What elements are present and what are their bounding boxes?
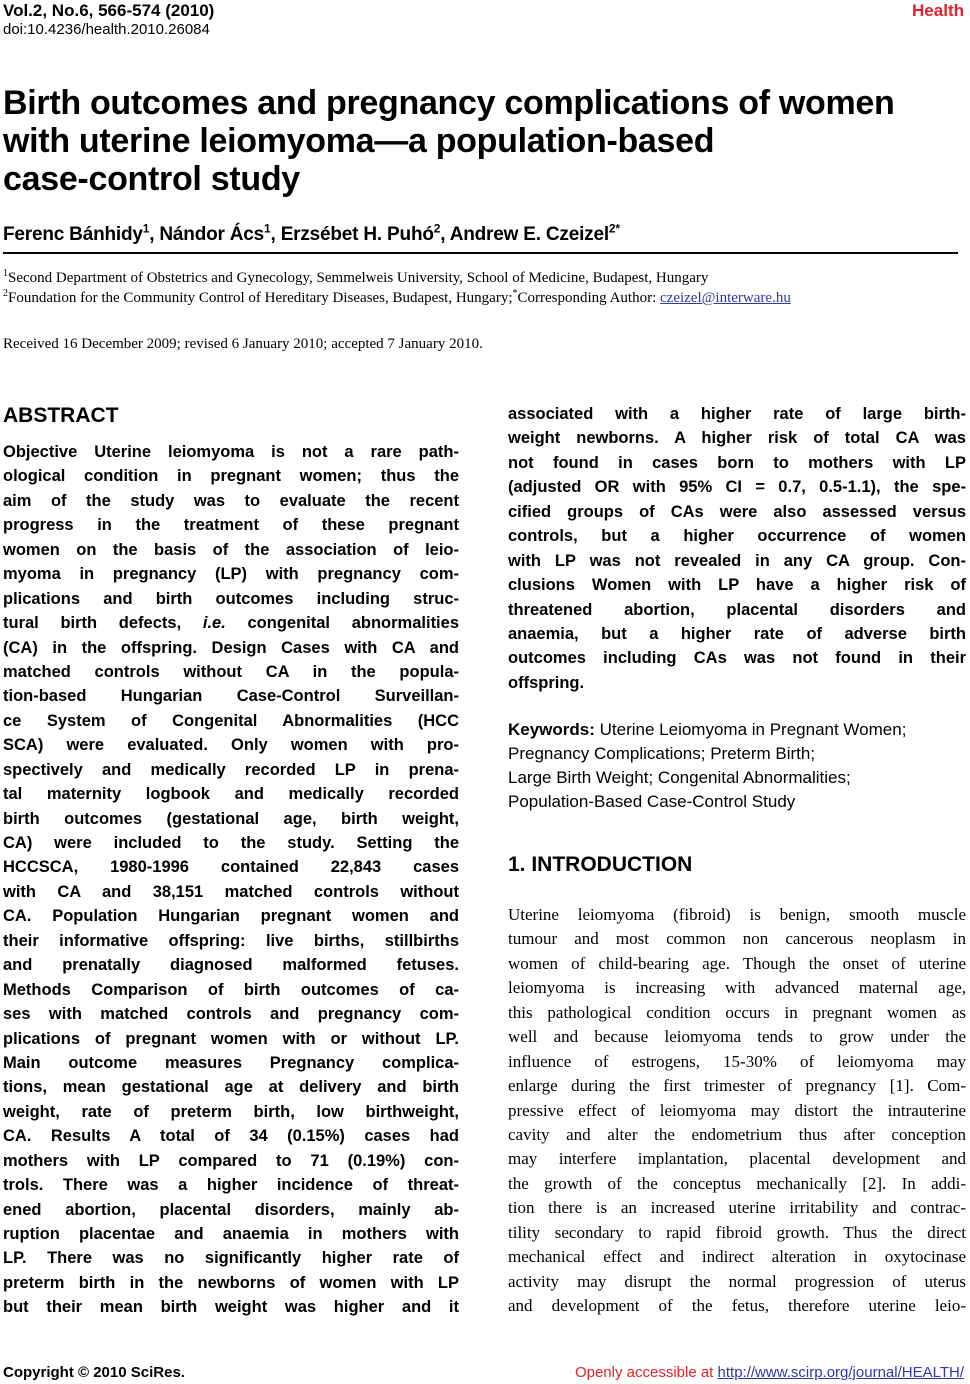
abstract-line: clusions Women with LP have a higher risk of bbox=[508, 576, 966, 595]
abstract-line: tal maternity logbook and medically recorded bbox=[3, 785, 459, 804]
title-line: Birth outcomes and pregnancy complications of women bbox=[3, 84, 895, 122]
copyright: Copyright © 2010 SciRes. bbox=[3, 1364, 185, 1381]
body-line: this pathological condition occurs in pregnant women as bbox=[508, 1002, 966, 1022]
abstract-line: anaemia, but a higher rate of adverse birth bbox=[508, 624, 966, 643]
author-name: Nándor Ács bbox=[159, 224, 265, 245]
abstract-line: weight newborns. A higher risk of total CA was bbox=[508, 429, 966, 448]
received-dates: Received 16 December 2009; revised 6 January 2010; accepted 7 January 2010. bbox=[3, 336, 483, 352]
body-line: activity may disrupt the normal progression of uterus bbox=[508, 1271, 966, 1291]
corresponding-label: Corresponding Author: bbox=[517, 290, 660, 306]
author-name: Erzsébet H. Puhó bbox=[280, 224, 434, 245]
keywords bbox=[508, 718, 970, 814]
abstract-line: preterm birth in the newborns of women with LP bbox=[3, 1273, 459, 1292]
abstract-text: congenital abnormalities bbox=[225, 614, 459, 633]
journal-volume-info: Vol.2, No.6, 566-574 (2010) bbox=[3, 1, 215, 20]
paper-title bbox=[3, 84, 968, 198]
abstract-text: tural birth defects, bbox=[3, 614, 203, 633]
body-line: tion there is an increased uterine irritability and contrac- bbox=[508, 1198, 966, 1218]
abstract-line: LP. There was no significantly higher rate of bbox=[3, 1249, 459, 1268]
body-line: leiomyoma is increasing with advanced maternal age, bbox=[508, 978, 966, 998]
author-divider bbox=[3, 252, 958, 254]
abstract-line: plications and birth outcomes including struc- bbox=[3, 589, 459, 608]
body-line: Uterine leiomyoma (fibroid) is benign, smooth muscle bbox=[508, 905, 966, 924]
section-heading-introduction: 1. INTRODUCTION bbox=[508, 853, 693, 876]
author-separator: , bbox=[149, 224, 160, 245]
open-access-notice bbox=[575, 1363, 964, 1383]
abstract-line: with LP was not revealed in any CA group. Con- bbox=[508, 551, 966, 570]
keywords-line: Population-Based Case-Control Study bbox=[508, 792, 796, 811]
body-line: the growth of the conceptus mechanically [2]. In addi- bbox=[508, 1173, 966, 1193]
abstract-line: tions, mean gestational age at delivery and birth bbox=[3, 1078, 459, 1097]
affiliation-text: Second Department of Obstetrics and Gynecology, Semmelweis University, School of Medicine, Budapest, Hungary bbox=[8, 270, 709, 286]
keywords-line: Large Birth Weight; Congenital Abnormalities; bbox=[508, 768, 851, 787]
abstract-line: spectively and medically recorded LP in prena- bbox=[3, 760, 459, 779]
abstract-line: (CA) in the offspring. Design Cases with CA and bbox=[3, 638, 459, 657]
abstract-line: Main outcome measures Pregnancy complica- bbox=[3, 1053, 459, 1072]
author-name: Ferenc Bánhidy bbox=[3, 224, 143, 245]
abstract-line: CA) were included to the study. Setting the bbox=[3, 834, 459, 852]
author-affiliation-mark: 2* bbox=[608, 221, 620, 236]
author-affiliation-mark: 1 bbox=[142, 221, 150, 236]
abstract-line: tion-based Hungarian Case-Control Surveillan- bbox=[3, 687, 459, 706]
body-line: tumour and most common non cancerous neoplasm in bbox=[508, 929, 966, 949]
abstract-line: (adjusted OR with 95% CI = 0.7, 0.5-1.1), the spe- bbox=[508, 478, 966, 497]
author-name: Andrew E. Czeizel bbox=[449, 224, 609, 245]
abstract-line: plications of pregnant women with or without LP. bbox=[3, 1029, 459, 1048]
abstract-line bbox=[3, 611, 459, 635]
abstract-line: their informative offspring: live births, stillbirths bbox=[3, 931, 459, 950]
abstract-line: mothers with LP compared to 71 (0.19%) con- bbox=[3, 1151, 459, 1170]
email-link[interactable]: czeizel@interware.hu bbox=[660, 290, 791, 306]
abstract-line: trols. There was a higher incidence of threat- bbox=[3, 1176, 459, 1195]
affiliations bbox=[3, 268, 791, 308]
body-line: influence of estrogens, 15-30% of leiomyoma may bbox=[508, 1051, 966, 1071]
author-separator: , bbox=[270, 224, 281, 245]
abstract-line: outcomes including CAs was not found in their bbox=[508, 649, 966, 668]
affiliation-text: Foundation for the Community Control of Hereditary Diseases, Budapest, Hungary; bbox=[8, 290, 513, 306]
open-access-text: Openly accessible at bbox=[574, 1364, 718, 1381]
body-line: pressive effect of leiomyoma may distort the intrauterine bbox=[508, 1100, 966, 1120]
abstract-line: ses with matched controls and pregnancy com- bbox=[3, 1005, 459, 1024]
abstract-line: CA. Results A total of 34 (0.15%) cases had bbox=[3, 1127, 459, 1146]
abstract-line: weight, rate of preterm birth, low birthweight, bbox=[3, 1102, 459, 1121]
abstract-line: and prenatally diagnosed malformed fetuses. bbox=[3, 956, 459, 975]
abstract-line: offspring. bbox=[508, 673, 585, 692]
abstract-line: with CA and 38,151 matched controls without bbox=[3, 882, 459, 901]
keywords-label: Keywords: bbox=[508, 720, 600, 739]
introduction-body bbox=[508, 903, 966, 1318]
body-line: women of child-bearing age. Though the onset of uterine bbox=[508, 953, 966, 973]
body-line: cavity and alter the endometrium thus after conception bbox=[508, 1124, 966, 1144]
abstract-line: ruption placentae and anaemia in mothers with bbox=[3, 1225, 459, 1243]
abstract-italic-text: i.e. bbox=[202, 614, 226, 633]
body-line: well and because leiomyoma tends to grow under the bbox=[508, 1027, 966, 1047]
abstract-line: women on the basis of the association of leio- bbox=[3, 540, 459, 559]
abstract-line: Objective Uterine leiomyoma is not a rare path- bbox=[3, 443, 459, 461]
journal-url-link[interactable]: http://www.scirp.org/journal/HEALTH/ bbox=[717, 1364, 964, 1381]
author-affiliation-mark: 2 bbox=[433, 221, 441, 236]
abstract-line: Methods Comparison of birth outcomes of ca- bbox=[3, 980, 459, 999]
journal-name: Health bbox=[912, 1, 964, 20]
corresponding-mark: * bbox=[512, 288, 518, 299]
abstract-line: SCA) were evaluated. Only women with pro- bbox=[3, 736, 459, 755]
body-line: enlarge during the first trimester of pregnancy [1]. Com- bbox=[508, 1076, 966, 1096]
abstract-right-column bbox=[508, 402, 966, 695]
author-affiliation-mark: 1 bbox=[264, 221, 271, 236]
abstract-line: aim of the study was to evaluate the recent bbox=[3, 491, 459, 510]
affiliation-mark: 2 bbox=[3, 288, 8, 299]
body-line: may interfere implantation, placental development and bbox=[508, 1149, 966, 1169]
affiliation-2 bbox=[3, 288, 791, 308]
abstract-line: myoma in pregnancy (LP) with pregnancy com- bbox=[3, 565, 459, 584]
body-line: mechanical effect and indirect alteration in oxytocinase bbox=[508, 1247, 966, 1267]
title-line: case-control study bbox=[3, 160, 300, 198]
abstract-line: ological condition in pregnant women; thus the bbox=[3, 467, 459, 486]
abstract-left-column bbox=[3, 440, 459, 1320]
body-line: and development of the fetus, therefore uterine leio- bbox=[508, 1296, 966, 1315]
abstract-line: HCCSCA, 1980-1996 contained 22,843 cases bbox=[3, 858, 459, 877]
abstract-line: progress in the treatment of these pregnant bbox=[3, 516, 459, 535]
keywords-line: Pregnancy Complications; Preterm Birth; bbox=[508, 744, 816, 763]
abstract-line: but their mean birth weight was higher and it bbox=[3, 1298, 459, 1317]
abstract-line: controls, but a higher occurrence of women bbox=[508, 527, 966, 546]
abstract-line: cified groups of CAs were also assessed versus bbox=[508, 502, 966, 521]
author-list bbox=[3, 222, 620, 248]
abstract-line: not found in cases born to mothers with LP bbox=[508, 453, 966, 472]
keyword-text: Uterine Leiomyoma in Pregnant Women; bbox=[599, 720, 907, 739]
affiliation-mark: 1 bbox=[3, 268, 8, 279]
doi: doi:10.4236/health.2010.26084 bbox=[3, 21, 210, 38]
title-line: with uterine leiomyoma—a population-based bbox=[3, 122, 715, 160]
author-separator: , bbox=[440, 224, 450, 245]
abstract-line: birth outcomes (gestational age, birth weight, bbox=[3, 809, 459, 828]
abstract-line: matched controls without CA in the popula- bbox=[3, 662, 459, 681]
abstract-line: CA. Population Hungarian pregnant women and bbox=[3, 907, 459, 926]
abstract-line: ce System of Congenital Abnormalities (HCC bbox=[3, 711, 459, 730]
abstract-line: associated with a higher rate of large birth- bbox=[508, 405, 966, 423]
abstract-line: ened abortion, placental disorders, mainly ab- bbox=[3, 1200, 459, 1219]
keywords-line bbox=[508, 718, 970, 742]
abstract-line: threatened abortion, placental disorders and bbox=[508, 600, 966, 619]
affiliation-1 bbox=[3, 268, 791, 288]
body-line: tility secondary to rapid fibroid growth. Thus the direct bbox=[508, 1222, 966, 1242]
abstract-heading: ABSTRACT bbox=[3, 404, 119, 427]
